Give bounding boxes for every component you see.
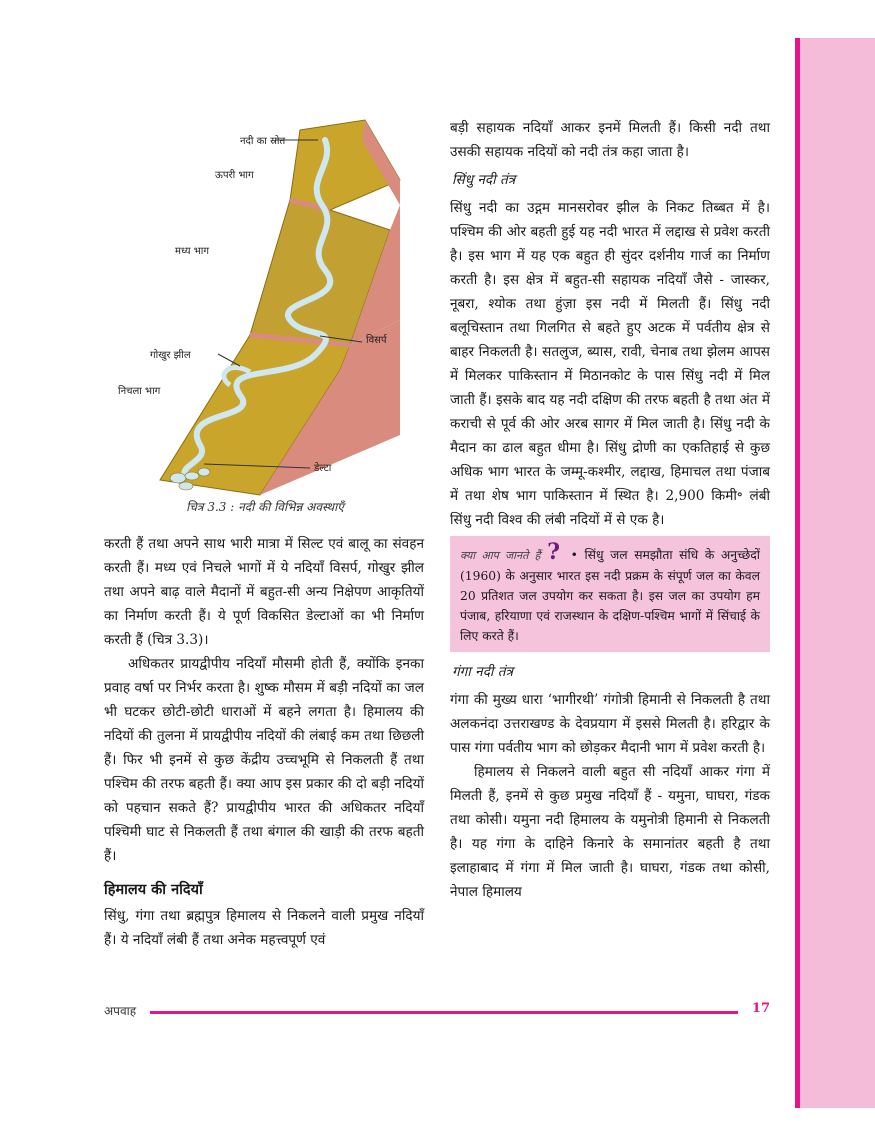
river-stages-figure [100, 110, 430, 520]
ganga-paragraph-1: गंगा की मुख्य धारा ‘भागीरथी’ गंगोत्री हिमानी से निकलती है तथा अलकनंदा उत्तराखण्ड के देवप्रयाग में इससे मिलती है। हरिद्वार के पास गंगा पर्वतीय भाग को छोड़कर मैदानी भाग में प्रवेश करती है। [450, 692, 770, 756]
indus-paragraph: सिंधु नदी का उद्गम मानसरोवर झील के निकट तिब्बत में है। पश्चिम की ओर बहती हुई यह नदी भारत में लद्दाख से प्रवेश करती है। इस भाग में यह एक बहुत ही सुंदर दर्शनीय गार्ज का निर्माण करती है। इस क्षेत्र में बहुत-सी सहायक नदियाँ जैसे - जास्कर, नूबरा, श्योक तथा हुंज़ा इस नदी में मिलती हैं। सिंधु नदी बलूचिस्तान तथा गिलगित से बहते हुए अटक में पर्वतीय क्षेत्र से बाहर निकलती है। सतलुज, ब्यास, रावी, चेनाब तथा झेलम आपस में मिलकर पाकिस्तान में मिठानकोट के पास सिंधु नदी में मिल जाती हैं। इसके बाद यह नदी दक्षिण की तरफ बहती है तथा अंत में कराची से पूर्व की ओर अरब सागर में मिल जाती है। सिंधु नदी के मैदान का ढाल बहुत धीमा है। सिंधु द्रोणी का एकतिहाई से कुछ अधिक भाग भारत के जम्मू-कश्मीर, लद्दाख, हिमाचल तथा पंजाब में तथा शेष भाग पाकिस्तान में स्थित है। 2,900 किमी॰ लंबी सिंधु नदी विश्व की लंबी नदियों में से एक है। [450, 200, 770, 528]
label-oxbow: गोखुर झील [150, 350, 191, 361]
label-meander: विसर्प [366, 335, 387, 346]
label-upper: ऊपरी भाग [215, 170, 254, 181]
side-margin-strip [795, 38, 875, 1108]
right-paragraph-0: बड़ी सहायक नदियाँ आकर इनमें मिलती हैं। किसी नदी तथा उसकी सहायक नदियों को नदी तंत्र कहा जाता है। [450, 120, 770, 160]
indus-heading: सिंधु नदी तंत्र [452, 172, 516, 188]
ganga-paragraph-2: हिमालय से निकलने वाली बहुत सी नदियाँ आकर गंगा में मिलती हैं, इनमें से कुछ प्रमुख नदियाँ हैं - यमुना, घाघरा, गंडक तथा कोसी। यमुना नदी हिमालय के यमुनोत्री हिमानी से निकलती है। यह गंगा के दाहिने किनारे के समानांतर बहती है तथा इलाहाबाद में गंगा में मिल जाती है। घाघरा, गंडक तथा कोसी, नेपाल हिमालय [450, 764, 770, 900]
label-lower: निचला भाग [118, 386, 161, 397]
left-paragraph-2: अधिकतर प्रायद्वीपीय नदियाँ मौसमी होती हैं, क्योंकि इनका प्रवाह वर्षा पर निर्भर करता है। शुष्क मौसम में बड़ी नदियों का जल भी घटकर छोटी-छोटी धाराओं में बहने लगता है। हिमालय की नदियों की तुलना में प्रायद्वीपीय नदियों की लंबाई कम तथा छिछली हैं। फिर भी इनमें से कुछ केंद्रीय उच्चभूमि से निकलती हैं तथा पश्चिम की तरफ बहती हैं। क्या आप इस प्रकार की दो बड़ी नदियों को पहचान सकते हैं? प्रायद्वीपीय भारत की अधिकतर नदियाँ पश्चिमी घाट से निकलती हैं तथा बंगाल की खाड़ी की तरफ बहती हैं। [104, 656, 424, 864]
label-source: नदी का स्रोत [240, 136, 286, 147]
page-footer [104, 1002, 770, 1022]
right-column [450, 116, 770, 904]
ganga-heading: गंगा नदी तंत्र [452, 664, 514, 680]
footer-rule [150, 1011, 738, 1014]
question-mark-icon: ? [547, 539, 560, 565]
himalayan-rivers-heading: हिमालय की नदियाँ [104, 881, 203, 898]
label-middle: मध्य भाग [175, 246, 209, 257]
left-paragraph-1: करती हैं तथा अपने साथ भारी मात्रा में सिल्ट एवं बालू का संवहन करती हैं। मध्य एवं निचले भागों में ये नदियाँ विसर्प, गोखुर झील तथा अपने बाढ़ वाले मैदानों में बहुत-सी अन्य निक्षेपण आकृतियों का निर्माण करती हैं। ये पूर्ण विकसित डेल्टाओं का भी निर्माण करती हैं (चित्र 3.3)। [104, 536, 424, 648]
figure-caption: चित्र 3.3 : नदी की विभिन्न अवस्थाएँ [186, 500, 344, 514]
did-you-know-box [450, 536, 770, 652]
did-you-know-label: क्या आप जानते हैं [460, 549, 541, 562]
footer-chapter-label: अपवाह [104, 1004, 137, 1018]
side-margin-line [795, 38, 800, 1108]
label-delta: डेल्टा [314, 463, 332, 474]
left-column [104, 532, 424, 952]
left-paragraph-3: सिंधु, गंगा तथा ब्रह्मपुत्र हिमालय से निकलने वाली प्रमुख नदियाँ हैं। ये नदियाँ लंबी हैं तथा अनेक महत्त्वपूर्ण एवं [104, 908, 424, 948]
did-you-know-text: • सिंधु जल समझौता संधि के अनुच्छेदों (1960) के अनुसार भारत इस नदी प्रक्रम के संपूर्ण जल का केवल 20 प्रतिशत जल उपयोग कर सकता है। इस जल का उपयोग हम पंजाब, हरियाणा एवं राजस्थान के दक्षिण-पश्चिम भागों में सिंचाई के लिए करते हैं। [460, 548, 760, 643]
page-number: 17 [751, 1001, 770, 1016]
